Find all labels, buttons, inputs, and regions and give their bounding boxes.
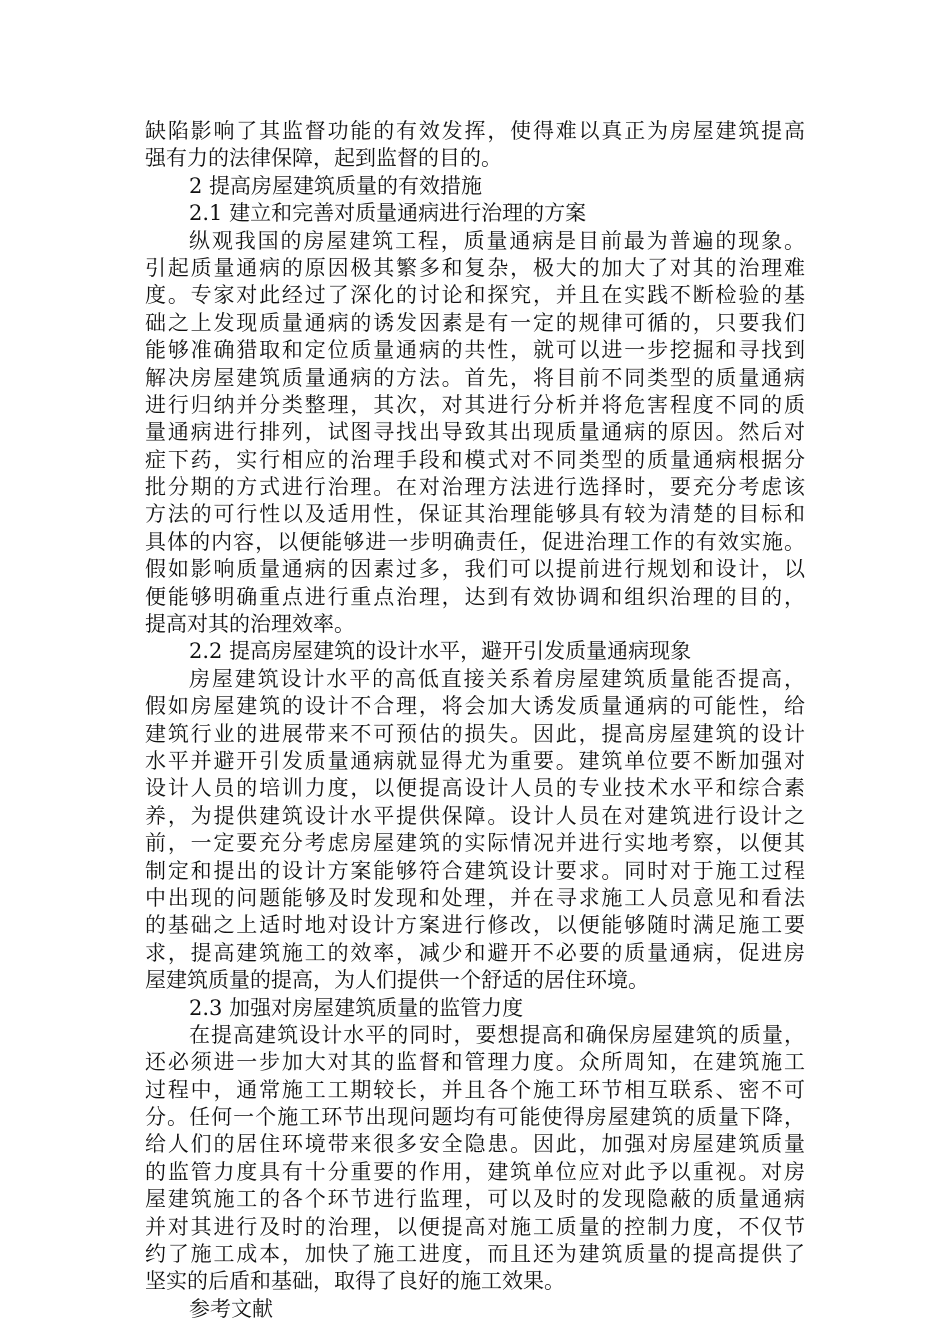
text-line: 的监管力度具有十分重要的作用，建筑单位应对此予以重视。对房	[145, 1159, 805, 1184]
text-line: 还必须进一步加大对其的监督和管理力度。众所周知，在建筑施工	[145, 1050, 805, 1075]
text-line: 在提高建筑设计水平的同时，要想提高和确保房屋建筑的质量，	[189, 1022, 805, 1047]
text-line: 解决房屋建筑质量通病的方法。首先，将目前不同类型的质量通病	[145, 365, 805, 390]
text-line: 给人们的居住环境带来很多安全隐患。因此，加强对房屋建筑质量	[145, 1132, 805, 1157]
text-line: 约了施工成本，加快了施工进度，而且还为建筑质量的提高提供了	[145, 1242, 805, 1267]
text-line: 础之上发现质量通病的诱发因素是有一定的规律可循的，只要我们	[145, 310, 805, 335]
text-line: 参考文献	[189, 1296, 273, 1321]
text-line: 纵观我国的房屋建筑工程，质量通病是目前最为普遍的现象。	[189, 228, 805, 253]
text-line: 建筑行业的进展带来不可预估的损失。因此，提高房屋建筑的设计	[145, 721, 805, 746]
text-line: 便能够明确重点进行重点治理，达到有效协调和组织治理的目的，	[145, 584, 805, 609]
text-line: 分。任何一个施工环节出现问题均有可能使得房屋建筑的质量下降，	[145, 1105, 805, 1130]
text-line: 假如影响质量通病的因素过多，我们可以提前进行规划和设计，以	[145, 557, 805, 582]
text-line: 设计人员的培训力度，以便提高设计人员的专业技术水平和综合素	[145, 776, 805, 801]
text-line: 屋建筑施工的各个环节进行监理，可以及时的发现隐蔽的质量通病	[145, 1187, 805, 1212]
text-line: 2.3 加强对房屋建筑质量的监管力度	[189, 995, 524, 1020]
text-line: 前，一定要充分考虑房屋建筑的实际情况并进行实地考察，以便其	[145, 831, 805, 856]
text-line: 坚实的后盾和基础，取得了良好的施工效果。	[145, 1269, 565, 1294]
text-line: 批分期的方式进行治理。在对治理方法进行选择时，要充分考虑该	[145, 475, 805, 500]
text-line: 症下药，实行相应的治理手段和模式对不同类型的质量通病根据分	[145, 447, 805, 472]
text-line: 强有力的法律保障，起到监督的目的。	[145, 146, 502, 171]
text-line: 缺陷影响了其监督功能的有效发挥，使得难以真正为房屋建筑提高	[145, 119, 805, 143]
text-line: 方法的可行性以及适用性，保证其治理能够具有较为清楚的目标和	[145, 502, 805, 527]
text-line: 屋建筑质量的提高，为人们提供一个舒适的居住环境。	[145, 968, 649, 993]
text-line: 引起质量通病的原因极其繁多和复杂，极大的加大了对其的治理难	[145, 255, 805, 280]
text-line: 能够准确猎取和定位质量通病的共性，就可以进一步挖掘和寻找到	[145, 338, 805, 363]
text-line: 过程中，通常施工工期较长，并且各个施工环节相互联系、密不可	[145, 1077, 805, 1102]
text-line: 量通病进行排列，试图寻找出导致其出现质量通病的原因。然后对	[145, 420, 805, 445]
text-line: 求，提高建筑施工的效率，减少和避开不必要的质量通病，促进房	[145, 940, 805, 965]
text-line: 度。专家对此经过了深化的讨论和探究，并且在实践不断检验的基	[145, 283, 805, 308]
text-line: 制定和提出的设计方案能够符合建筑设计要求。同时对于施工过程	[145, 858, 805, 883]
text-line: 2.2 提高房屋建筑的设计水平，避开引发质量通病现象	[189, 639, 692, 664]
text-line: 水平并避开引发质量通病就显得尤为重要。建筑单位要不断加强对	[145, 748, 805, 773]
text-line: 并对其进行及时的治理，以便提高对施工质量的控制力度，不仅节	[145, 1214, 805, 1239]
text-line: 房屋建筑设计水平的高低直接关系着房屋建筑质量能否提高，	[189, 666, 805, 691]
text-line: 中出现的问题能够及时发现和处理，并在寻求施工人员意见和看法	[145, 885, 805, 910]
text-line: 的基础之上适时地对设计方案进行修改，以便能够随时满足施工要	[145, 913, 805, 938]
text-line: 进行归纳并分类整理，其次，对其进行分析并将危害程度不同的质	[145, 392, 805, 417]
text-line: 假如房屋建筑的设计不合理，将会加大诱发质量通病的可能性，给	[145, 694, 805, 719]
text-line: 2 提高房屋建筑质量的有效措施	[189, 173, 483, 198]
text-line: 提高对其的治理效率。	[145, 612, 355, 637]
text-line: 2.1 建立和完善对质量通病进行治理的方案	[189, 201, 587, 226]
document-body	[145, 118, 805, 1323]
text-line: 养，为提供建筑设计水平提供保障。设计人员在对建筑进行设计之	[145, 803, 805, 828]
text-line: 具体的内容，以便能够进一步明确责任，促进治理工作的有效实施。	[145, 529, 805, 554]
